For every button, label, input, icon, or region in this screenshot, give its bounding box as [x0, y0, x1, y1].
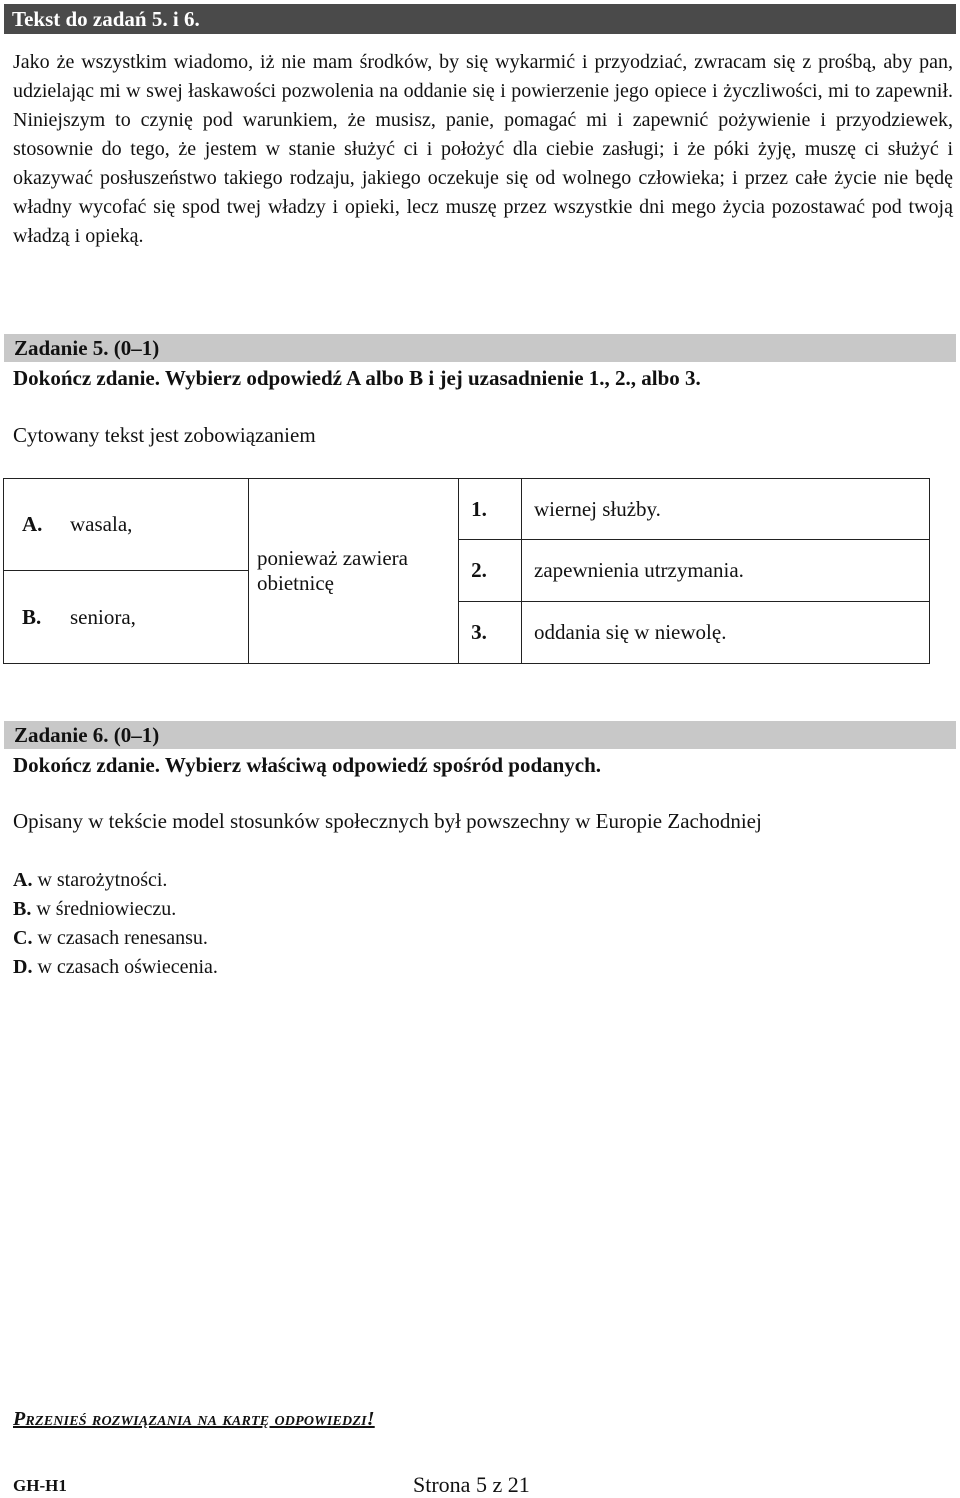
option-text: w starożytności. — [37, 869, 168, 891]
option-letter: A. — [22, 512, 43, 536]
reason-text: oddania się w niewolę. — [534, 620, 727, 644]
task6-option-d[interactable] — [13, 953, 218, 982]
reason-num: 2. — [471, 558, 487, 582]
option-letter: C. — [13, 927, 33, 949]
task6-option-b[interactable] — [13, 895, 176, 924]
reason-3[interactable] — [522, 602, 930, 664]
task5-answer-table — [3, 478, 930, 664]
option-letter: B. — [22, 604, 42, 629]
task5-title: Zadanie 5. (0–1) — [4, 334, 956, 362]
reason-1[interactable] — [522, 479, 930, 540]
reason-number-3[interactable] — [459, 602, 522, 664]
task6-instruction: Dokończ zdanie. Wybierz właściwą odpowiedź spośród podanych. — [13, 753, 602, 777]
reason-text: zapewnienia utrzymania. — [534, 558, 744, 582]
option-text: seniora, — [70, 604, 136, 629]
transfer-answers-note — [13, 1408, 375, 1431]
connector-text: ponieważ zawiera obietnicę — [257, 546, 408, 595]
source-text: Jako że wszystkim wiadomo, iż nie mam środków, by się wykarmić i przyodziać, zwracam się z prośbą, aby pan, udzielając mi w swej łaskawości pozwolenia na oddanie się i powierzenie jego opiece i życzliwości, mi to zapewnił. Niniejszym to czynię pod warunkiem, że musisz, panie, pomagać mi i zapewnić pożywienie i przyodziewek, stosownie do tego, że jestem w stanie służyć ci i położyć dla ciebie zasługi; i że póki żyję, muszę ci służyć i okazywać posłuszeństwo takiego rodzaju, jakiego oczekuje się od wolnego człowieka; i przez całe życie nie będę władny wycofać się spod twej władzy i opieki, lecz muszę przez wszystkie dni mego życia pozostawać pod twoją władzą i opieką. — [13, 51, 953, 247]
task6-option-a[interactable] — [13, 866, 167, 895]
option-text: w czasach renesansu. — [37, 927, 208, 949]
task6-title: Zadanie 6. (0–1) — [4, 721, 956, 749]
reason-2[interactable] — [522, 540, 930, 602]
task5-stem: Cytowany tekst jest zobowiązaniem — [13, 423, 316, 447]
task6-option-c[interactable] — [13, 924, 208, 953]
reason-text: wiernej służby. — [534, 496, 661, 521]
task5-instruction: Dokończ zdanie. Wybierz odpowiedź A albo B i jej uzasadnienie 1., 2., albo 3. — [13, 366, 701, 390]
reason-num: 3. — [471, 620, 487, 644]
note-text: Przenieś rozwiązania na kartę odpowiedzi! — [13, 1408, 375, 1430]
task5-option-a[interactable] — [4, 479, 249, 571]
reason-number-1[interactable] — [459, 479, 522, 540]
reason-number-2[interactable] — [459, 540, 522, 602]
task6-stem: Opisany w tekście model stosunków społecznych był powszechny w Europie Zachodniej — [13, 809, 762, 833]
option-letter: A. — [13, 869, 33, 891]
page-number: Strona 5 z 21 — [413, 1472, 530, 1497]
option-letter: B. — [13, 898, 32, 920]
task5-connector — [249, 479, 459, 664]
option-text: wasala, — [70, 512, 133, 536]
option-text: w średniowieczu. — [36, 898, 177, 920]
reason-num: 1. — [471, 496, 487, 521]
task5-option-b[interactable] — [4, 571, 249, 664]
section-header: Tekst do zadań 5. i 6. — [4, 4, 956, 34]
option-text: w czasach oświecenia. — [37, 956, 218, 978]
option-letter: D. — [13, 956, 33, 978]
exam-code: GH-H1 — [13, 1476, 67, 1495]
